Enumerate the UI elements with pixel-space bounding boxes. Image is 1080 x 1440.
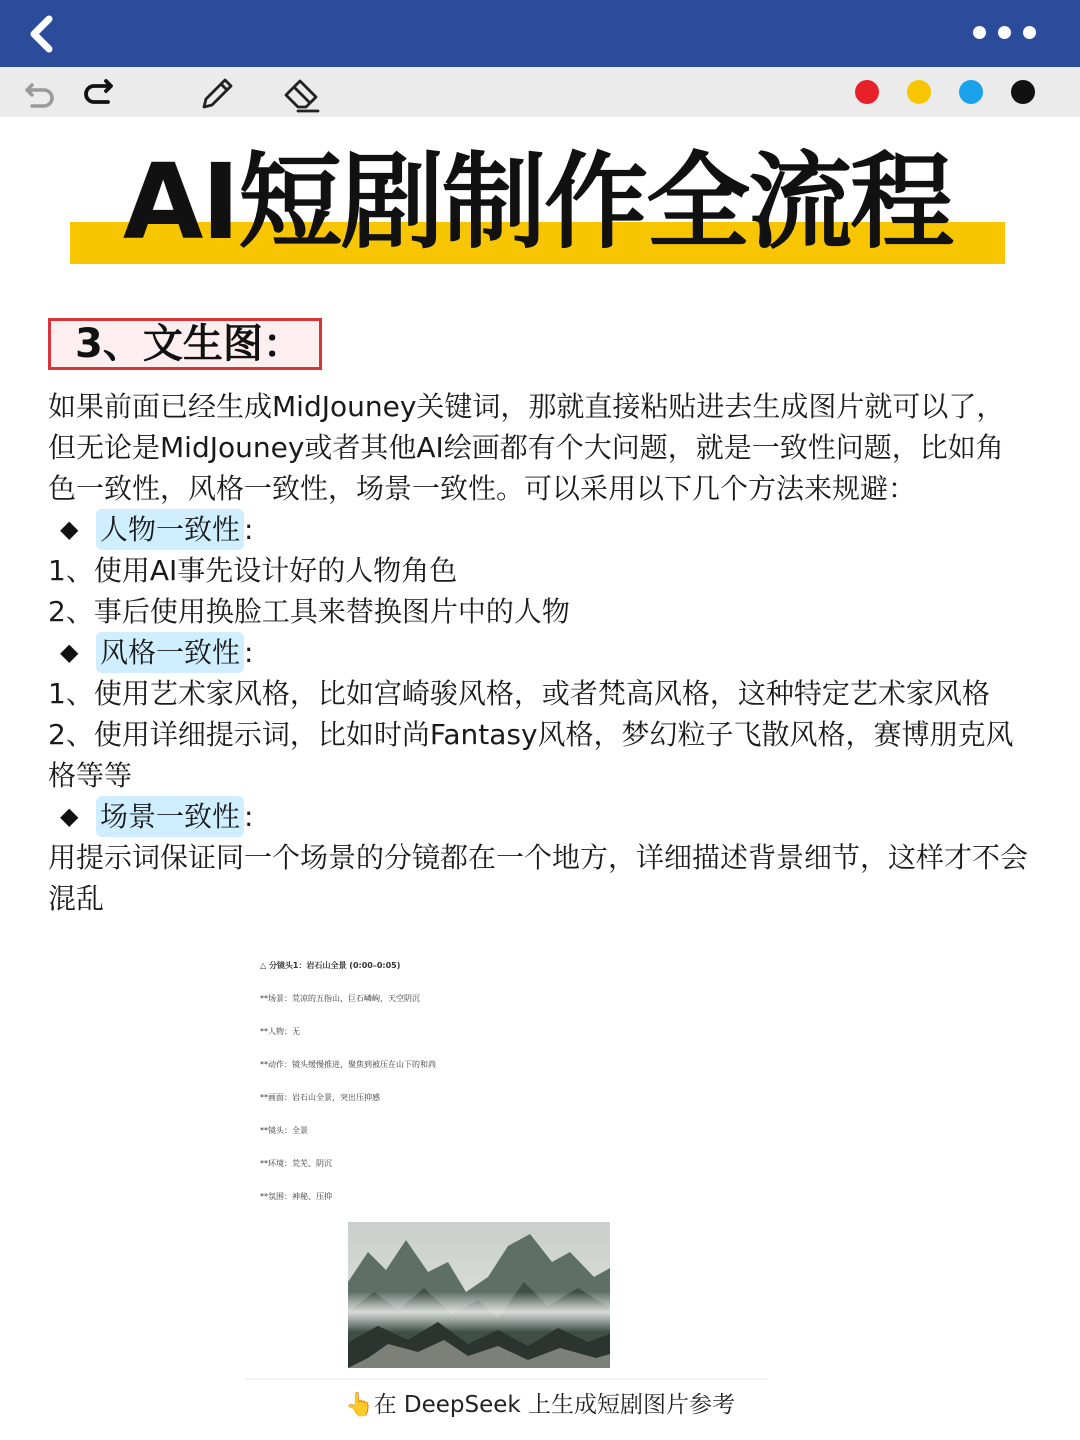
doc-line: **画面：岩石山全景，突出压抑感	[260, 1093, 380, 1102]
back-button[interactable]	[22, 14, 62, 54]
top-navbar	[0, 0, 1080, 67]
color-swatch-red[interactable]	[855, 80, 879, 104]
doc-line: **环境：荒芜、阴沉	[260, 1159, 332, 1168]
doc-line: **场景：荒凉的五指山，巨石嶙峋，天空阴沉	[260, 994, 420, 1003]
undo-button[interactable]	[22, 75, 58, 111]
dot-icon	[1023, 26, 1036, 39]
list-item: 2、事后使用换脸工具来替换图片中的人物	[48, 595, 570, 628]
bullet-heading	[60, 796, 1028, 837]
intro-paragraph: 如果前面已经生成MidJouney关键词，那就直接粘贴进去生成图片就可以了，但无论是MidJouney或者其他AI绘画都有个大问题，就是一致性问题，比如角色一致性，风格一致性，场景一致性。可以采用以下几个方法来规避：	[48, 390, 1005, 505]
doc-line: **动作：镜头缓慢推进，聚焦到被压在山下的和尚	[260, 1060, 436, 1069]
bullet-heading	[60, 509, 1028, 550]
bullet-colon: :	[244, 513, 254, 546]
color-swatch-blue[interactable]	[959, 80, 983, 104]
eraser-icon	[282, 75, 322, 115]
color-swatch-yellow[interactable]	[907, 80, 931, 104]
chevron-left-icon	[22, 14, 62, 54]
bullet-label: 人物一致性	[96, 509, 244, 550]
section-heading: 3、文生图：	[48, 318, 322, 370]
doc-line: **氛围：神秘、压抑	[260, 1192, 332, 1201]
bullet-heading	[60, 632, 1028, 673]
bullet-colon: :	[244, 800, 254, 833]
bullet-label: 场景一致性	[96, 796, 244, 837]
list-item: 1、使用AI事先设计好的人物角色	[48, 554, 458, 587]
eraser-tool[interactable]	[282, 75, 318, 111]
doc-line: **人物：无	[260, 1027, 300, 1036]
diamond-bullet-icon: ◆	[60, 515, 79, 543]
list-item: 2、使用详细提示词，比如时尚Fantasy风格，梦幻粒子飞散风格，赛博朋克风格等等	[48, 718, 1014, 792]
color-swatch-black[interactable]	[1011, 80, 1035, 104]
list-item: 1、使用艺术家风格，比如宫崎骏风格，或者梵高风格，这种特定艺术家风格	[48, 677, 990, 710]
undo-icon	[22, 75, 58, 111]
page-title-block	[70, 138, 1005, 266]
dot-icon	[998, 26, 1011, 39]
doc-line: **镜头：全景	[260, 1126, 308, 1135]
page-title: AI短剧制作全流程	[122, 141, 953, 263]
diamond-bullet-icon: ◆	[60, 638, 79, 666]
mountain-landscape-image	[348, 1222, 610, 1368]
pencil-icon	[198, 75, 236, 113]
more-options-button[interactable]	[973, 26, 1036, 42]
doc-heading: △ 分镜头1：岩石山全景 (0:00–0:05)	[260, 961, 401, 970]
bullet-colon: :	[244, 636, 254, 669]
list-item: 用提示词保证同一个场景的分镜都在一个地方，详细描述背景细节，这样才不会混乱	[48, 841, 1029, 915]
dot-icon	[973, 26, 986, 39]
redo-button[interactable]	[80, 75, 116, 111]
diamond-bullet-icon: ◆	[60, 802, 79, 830]
body-text	[48, 386, 1028, 919]
bullet-label: 风格一致性	[96, 632, 244, 673]
embedded-screenshot	[246, 950, 768, 1380]
pencil-tool[interactable]	[198, 75, 234, 111]
image-caption: 👆在 DeepSeek 上生成短剧图片参考	[344, 1392, 736, 1418]
redo-icon	[80, 75, 116, 111]
